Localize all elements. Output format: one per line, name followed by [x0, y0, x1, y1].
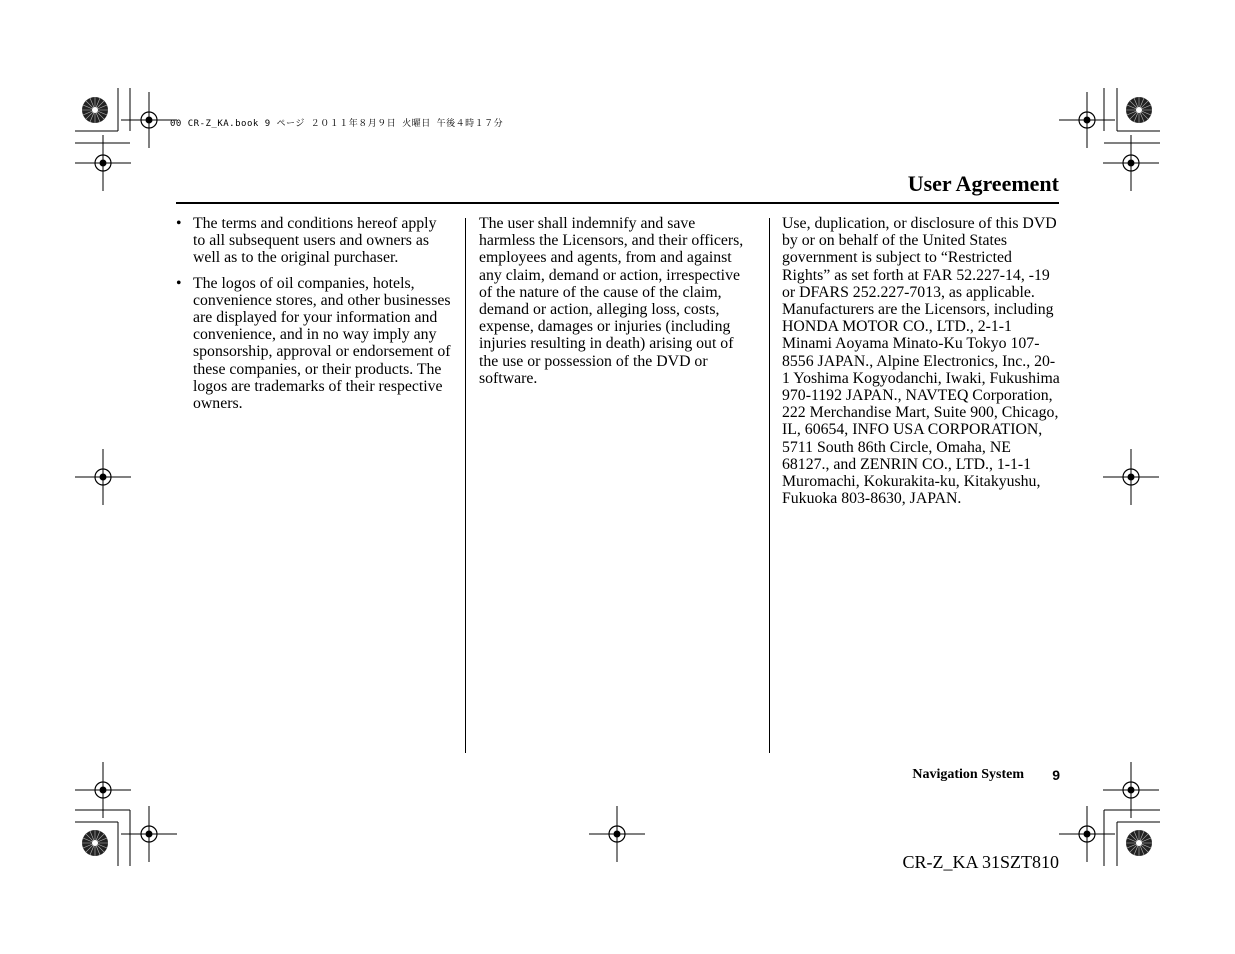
- title-rule: [176, 202, 1059, 204]
- document-code: CR-Z_KA 31SZT810: [902, 852, 1059, 872]
- bullet-text: The terms and conditions hereof apply to all subsequent users and owners as well as to the original purchaser.: [193, 215, 437, 267]
- bullet-item: [176, 275, 451, 413]
- bullet-text: The logos of oil companies, hotels, convenience stores, and other businesses are displayed for your information and convenience, and in no way imply any sponsorship, approval or endorsement of these companies, or their products. The logos are trademarks of their respective owners.: [193, 274, 451, 413]
- restricted-rights-paragraph: Use, duplication, or disclosure of this DVD by or on behalf of the United States government is subject to “Restricted Rights” as set forth at FAR 52.227-14, -19 or DFARS 252.227-7013, as applicable. Manufacturers are the Licensors, including HONDA MOTOR CO., LTD., 2-1-1 Minami Aoyama Minato-Ku Tokyo 107-8556 JAPAN., Alpine Electronics, Inc., 20-1 Yoshima Kogyodanchi, Iwaki, Fukushima 970-1192 JAPAN., NAVTEQ Corporation, 222 Merchandise Mart, Suite 900, Chicago, IL, 60654, INFO USA CORPORATION, 5711 South 86th Circle, Omaha, NE 68127., and ZENRIN CO., LTD., 1-1-1 Muromachi, Kokurakita-ku, Kitakyushu, Fukuoka 803-8630, JAPAN.: [782, 215, 1060, 508]
- print-slug: 00 CR-Z_KA.book 9 ページ ２０１１年８月９日 火曜日 午後４時１７分: [170, 119, 504, 129]
- middle-column: [479, 215, 749, 387]
- footer-section-title: Navigation System: [912, 767, 1024, 782]
- page-title: User Agreement: [907, 171, 1059, 196]
- bullet-item: [176, 215, 451, 267]
- bullet-icon: •: [176, 274, 182, 292]
- column-divider: [769, 218, 770, 753]
- right-column: [782, 215, 1062, 507]
- page-number: 9: [1052, 767, 1060, 783]
- indemnity-paragraph: The user shall indemnify and save harmless the Licensors, and their officers, employees and agents, from and against any claim, demand or action, irrespective of the nature of the cause of the claim, demand or action, alleging loss, costs, expense, damages or injuries (including injuries resulting in death) arising out of the use or possession of the DVD or software.: [479, 215, 744, 387]
- bullet-icon: •: [176, 215, 182, 232]
- left-column: [176, 215, 451, 420]
- column-divider: [465, 218, 466, 753]
